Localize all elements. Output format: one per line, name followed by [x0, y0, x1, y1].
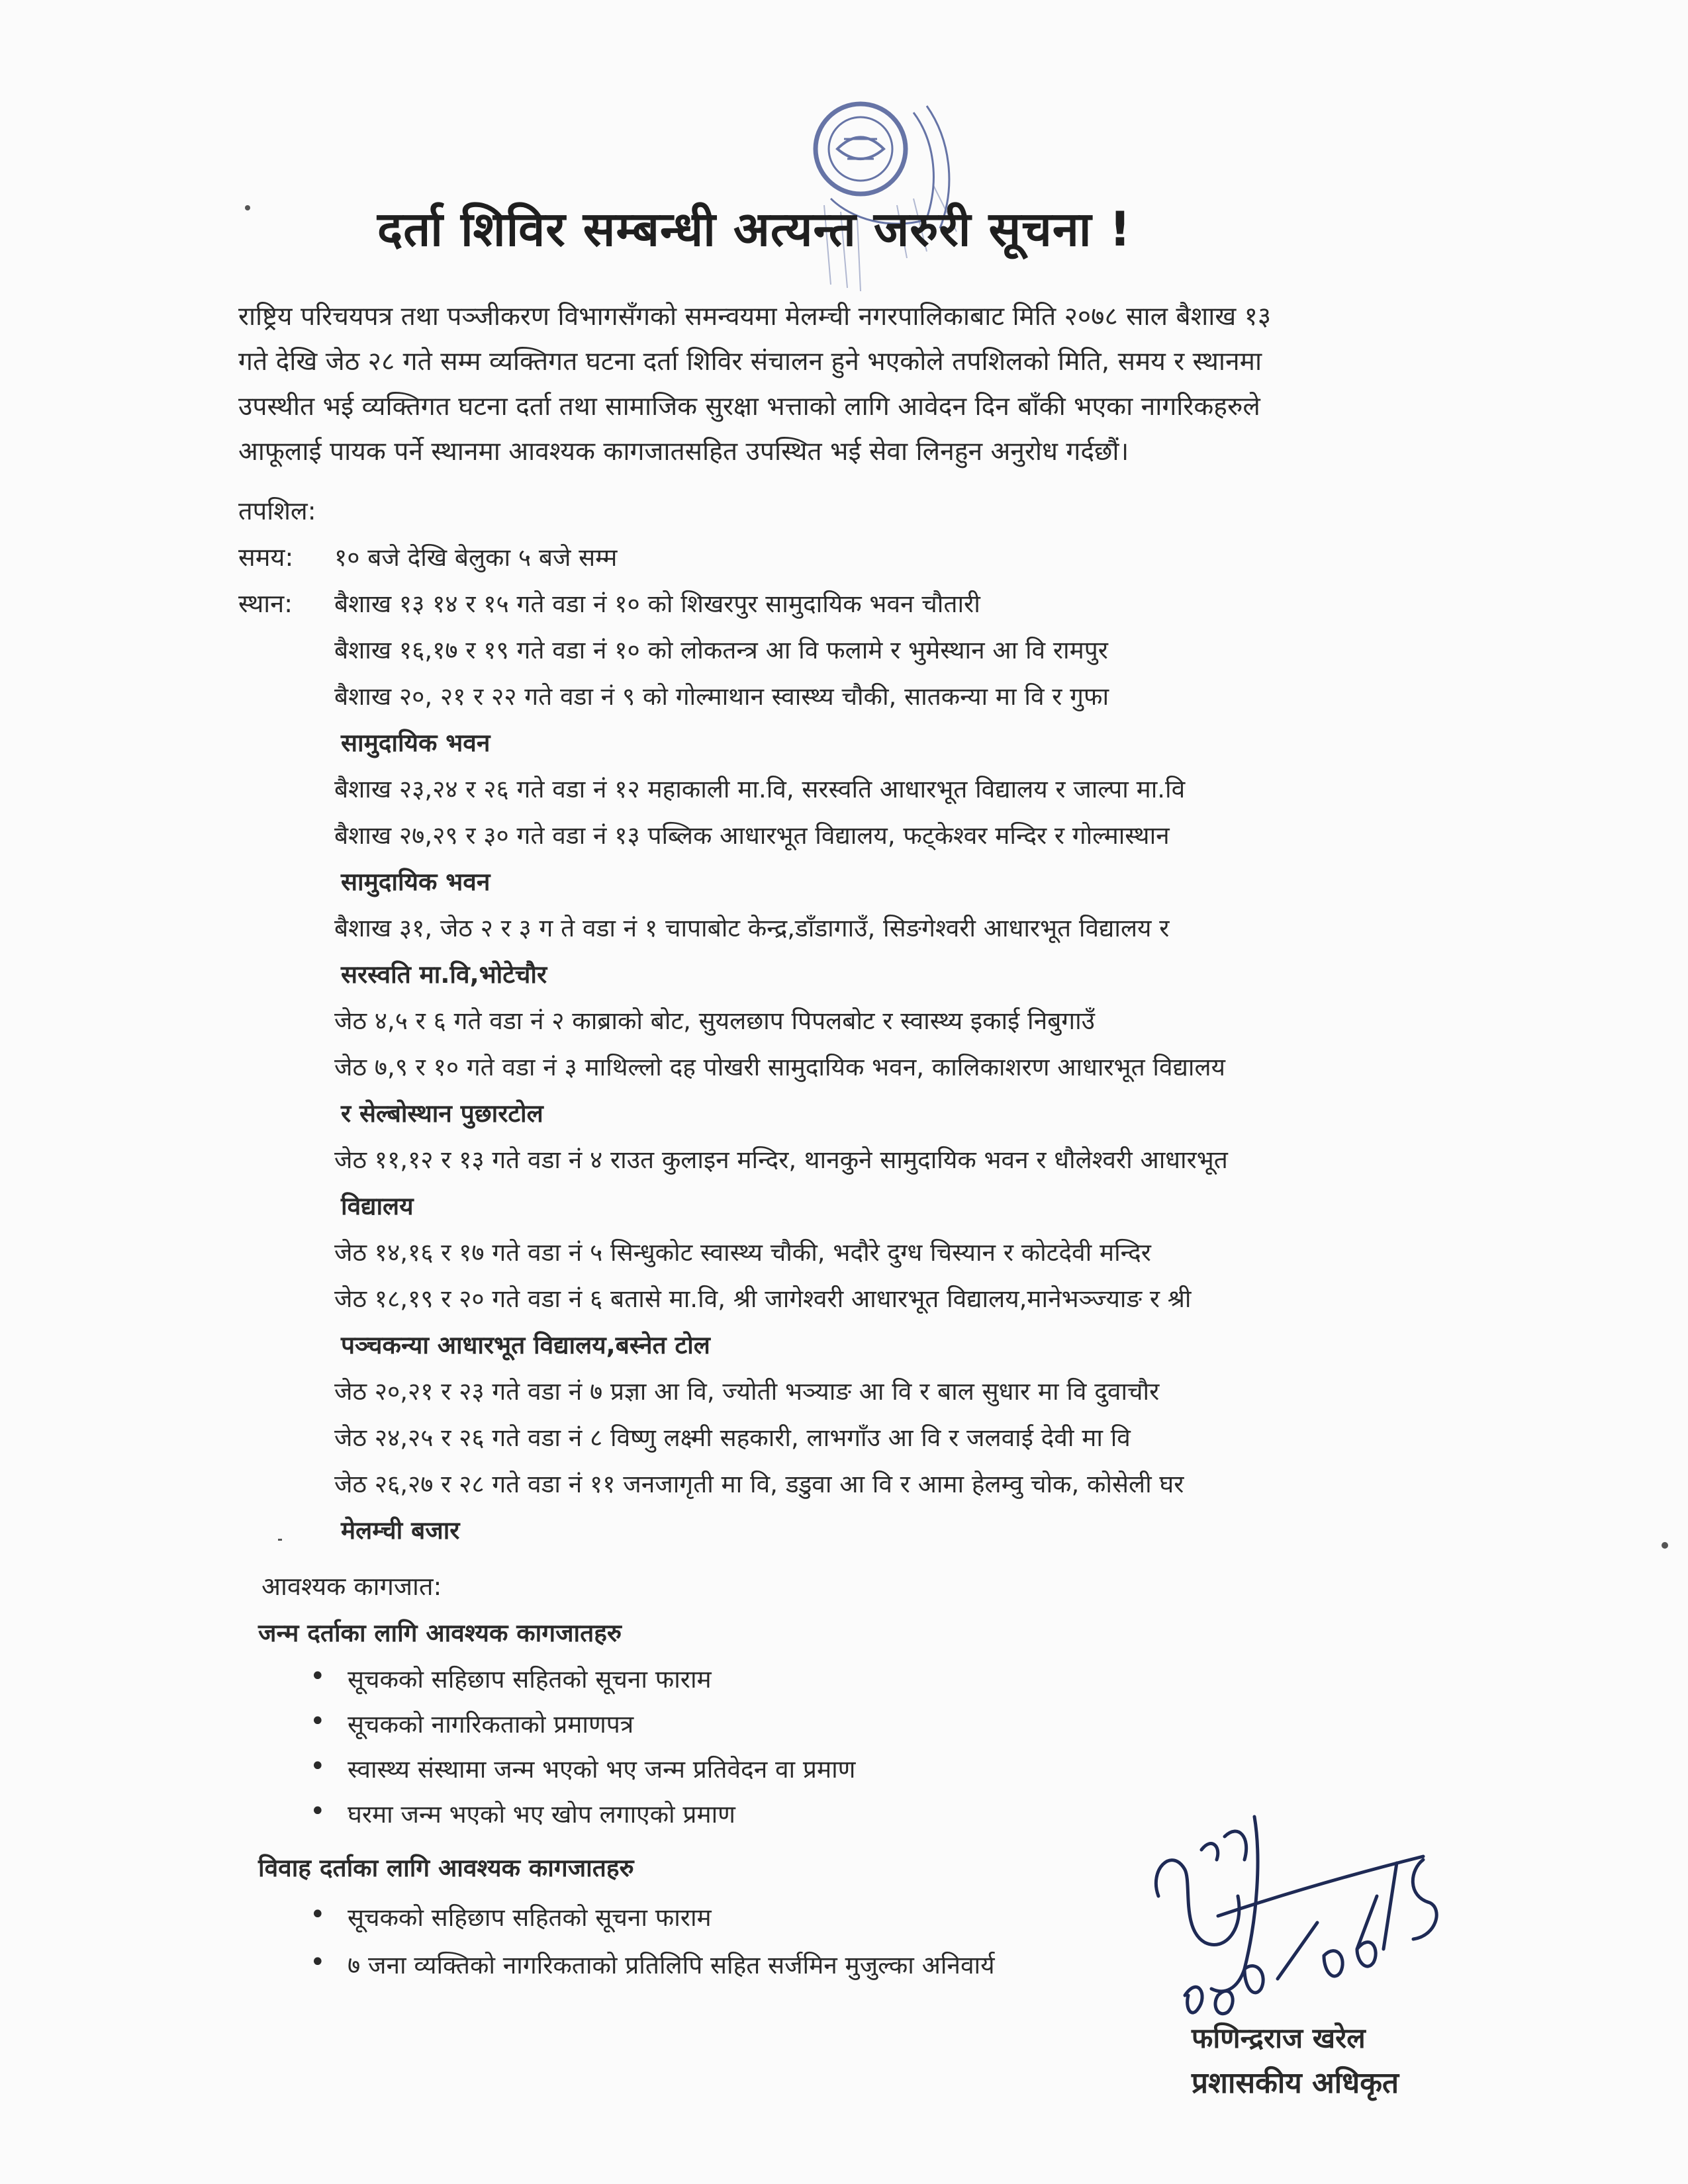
marriage-heading: विवाह दर्ताका लागि आवश्यक कागजातहरु: [258, 1854, 634, 1882]
intro-line: उपस्थीत भई व्यक्तिगत घटना दर्ता तथा सामाजिक सुरक्षा भत्ताको लागि आवेदन दिन बाँकी भएका नागरिकहरुले: [238, 392, 1260, 422]
intro-line: राष्ट्रिय परिचयपत्र तथा पञ्जीकरण विभागसँगको समन्वयमा मेलम्ची नगरपालिकाबाट मिति २०७८ साल बैशाख १३: [238, 302, 1272, 332]
officer-title: प्रशासकीय अधिकृत: [1192, 2066, 1399, 2100]
bullet-icon: •: [310, 1661, 326, 1692]
documents-label: आवश्यक कागजात:: [261, 1572, 442, 1601]
time-label: समय:: [238, 543, 294, 572]
schedule-line: जेठ १४,१६ र १७ गते वडा नं ५ सिन्धुकोट स्वास्थ्य चौकी, भदौरे दुग्ध चिस्यान र कोटदेवी मन्दिर: [334, 1238, 1151, 1267]
schedule-line: पञ्चकन्या आधारभूत विद्यालय,बस्नेत टोल: [341, 1331, 710, 1359]
schedule-line: सामुदायिक भवन: [341, 729, 491, 757]
schedule-line: बैशाख २०, २१ र २२ गते वडा नं ९ को गोल्माथान स्वास्थ्य चौकी, सातकन्या मा वि र गुफा: [334, 682, 1109, 711]
schedule-line: जेठ १८,१९ र २० गते वडा नं ६ बतासे मा.वि, श्री जागेश्वरी आधारभूत विद्यालय,मानेभञ्ज्याङ र श्री: [334, 1285, 1192, 1313]
schedule-line: बैशाख ३१, जेठ २ र ३ ग ते वडा नं १ चापाबोट केन्द्र,डाँडागाउँ, सिङगेश्वरी आधारभूत विद्यालय र: [334, 914, 1170, 942]
schedule-line: जेठ ४,५ र ६ गते वडा नं २ काब्राको बोट, सुयलछाप पिपलबोट र स्वास्थ्य इकाई निबुगाउँ: [334, 1007, 1095, 1035]
schedule-line: जेठ २६,२७ र २८ गते वडा नं ११ जनजागृती मा वि, डडुवा आ वि र आमा हेलम्वु चोक, कोसेली घर: [334, 1470, 1184, 1498]
details-label: तपशिल:: [238, 496, 316, 525]
marriage-item: सूचकको सहिछाप सहितको सूचना फाराम: [348, 1903, 712, 1932]
bullet-icon: •: [310, 1899, 326, 1930]
schedule-line: जेठ २४,२५ र २६ गते वडा नं ८ विष्णु लक्ष्मी सहकारी, लाभगाँउ आ वि र जलवाई देवी मा वि: [334, 1424, 1131, 1452]
birth-heading: जन्म दर्ताका लागि आवश्यक कागजातहरु: [258, 1619, 622, 1647]
notice-title: दर्ता शिविर सम्बन्धी अत्यन्त जरुरी सूचना !: [377, 201, 1132, 257]
birth-item: सूचकको सहिछाप सहितको सूचना फाराम: [348, 1665, 712, 1694]
time-value: १० बजे देखि बेलुका ५ बजे सम्म: [334, 543, 618, 572]
handwritten-signature: [1145, 1797, 1463, 2035]
schedule-line: जेठ ११,१२ र १३ गते वडा नं ४ राउत कुलाइन मन्दिर, थानकुने सामुदायिक भवन र धौलेश्वरी आधारभूत: [334, 1146, 1228, 1174]
marriage-item: ७ जना व्यक्तिको नागरिकताको प्रतिलिपि सहित सर्जमिन मुजुल्का अनिवार्य: [348, 1951, 995, 1979]
intro-line: आफूलाई पायक पर्ने स्थानमा आवश्यक कागजातसहित उपस्थित भई सेवा लिनहुन अनुरोध गर्दछौं।: [238, 437, 1129, 467]
birth-item: स्वास्थ्य संस्थामा जन्म भएको भए जन्म प्रतिवेदन वा प्रमाण: [348, 1755, 856, 1784]
schedule-line: बैशाख १३ १४ र १५ गते वडा नं १० को शिखरपुर सामुदायिक भवन चौतारी: [334, 590, 980, 618]
scan-speck: [1662, 1542, 1668, 1549]
bullet-icon: •: [310, 1947, 326, 1978]
birth-item: घरमा जन्म भएको भए खोप लगाएको प्रमाण: [348, 1800, 735, 1829]
officer-name: फणिन्द्रराज खरेल: [1192, 2022, 1366, 2054]
place-label: स्थान:: [238, 589, 293, 618]
intro-line: गते देखि जेठ २८ गते सम्म व्यक्तिगत घटना दर्ता शिविर संचालन हुने भएकोले तपशिलको मिति, समय र स्थानमा: [238, 347, 1262, 377]
bullet-icon: •: [310, 1796, 326, 1827]
bullet-icon: •: [310, 1706, 326, 1737]
schedule-line: बैशाख २७,२९ र ३० गते वडा नं १३ पब्लिक आधारभूत विद्यालय, फट्केश्वर मन्दिर र गोल्मास्थान: [334, 821, 1170, 850]
scan-speck: [278, 1539, 282, 1541]
schedule-line: जेठ २०,२१ र २३ गते वडा नं ७ प्रज्ञा आ वि, ज्योती भञ्याङ आ वि र बाल सुधार मा वि दुवाचौर: [334, 1377, 1160, 1406]
schedule-line: बैशाख १६,१७ र १९ गते वडा नं १० को लोकतन्त्र आ वि फलामे र भुमेस्थान आ वि रामपुर: [334, 636, 1108, 664]
scan-speck: [245, 205, 250, 210]
schedule-line: सरस्वति मा.वि,भोटेचौर: [341, 960, 547, 989]
schedule-line: जेठ ७,९ र १० गते वडा नं ३ माथिल्लो दह पोखरी सामुदायिक भवन, कालिकाशरण आधारभूत विद्यालय: [334, 1053, 1226, 1081]
schedule-line: र सेल्बोस्थान पुछारटोल: [341, 1099, 543, 1128]
schedule-line: बैशाख २३,२४ र २६ गते वडा नं १२ महाकाली मा.वि, सरस्वति आधारभूत विद्यालय र जाल्पा मा.वि: [334, 775, 1186, 803]
birth-item: सूचकको नागरिकताको प्रमाणपत्र: [348, 1710, 634, 1739]
schedule-line: मेलम्ची बजार: [341, 1516, 460, 1545]
bullet-icon: •: [310, 1751, 326, 1782]
schedule-line: विद्यालय: [341, 1192, 414, 1220]
schedule-line: सामुदायिक भवन: [341, 868, 491, 896]
